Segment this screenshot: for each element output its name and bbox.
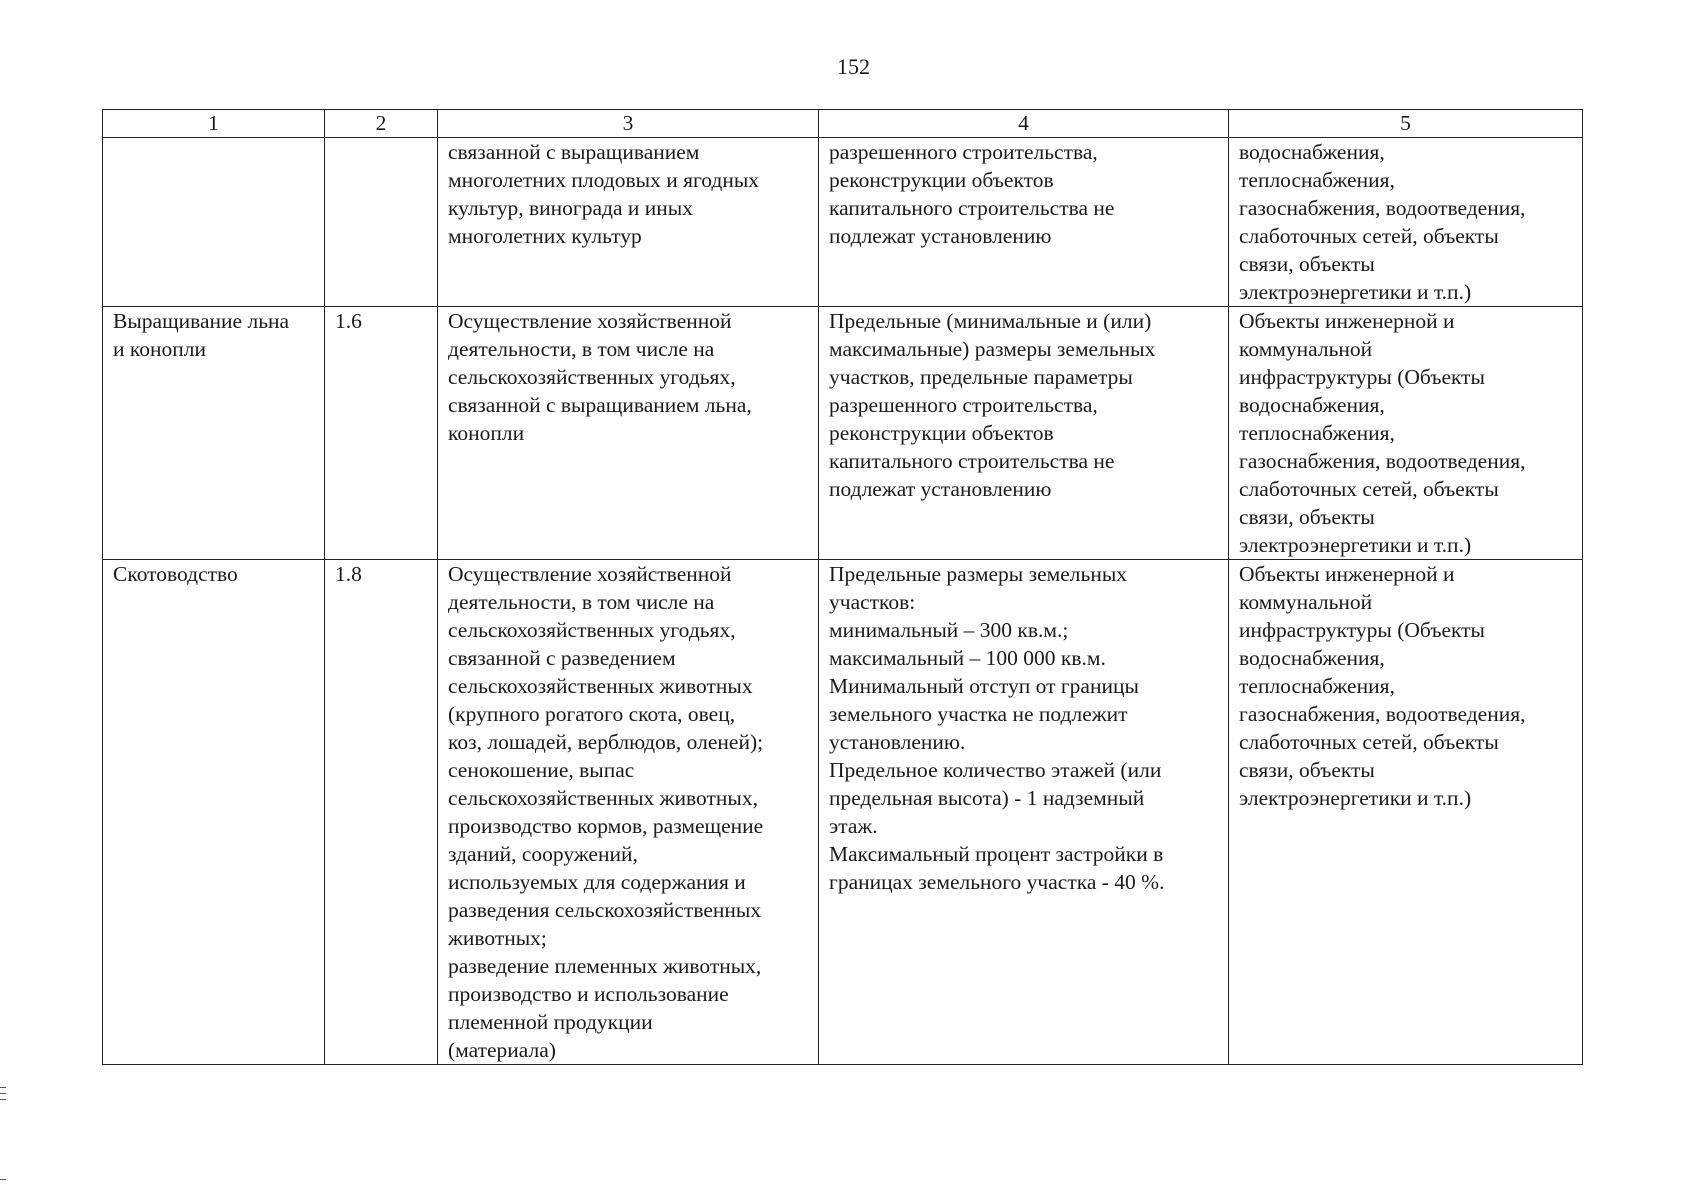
use-name-cell (103, 138, 325, 307)
parameters-cell: разрешенного строительства, реконструкции объектов капитального строительства не подлежат установлению (819, 138, 1229, 307)
margin-tick (0, 1099, 6, 1100)
column-header-1: 1 (103, 110, 325, 138)
use-code-cell: 1.6 (325, 307, 438, 560)
column-header-4: 4 (819, 110, 1229, 138)
use-name-cell: Выращивание льна и конопли (103, 307, 325, 560)
column-header-3: 3 (438, 110, 819, 138)
table-row (103, 138, 1583, 307)
column-header-2: 2 (325, 110, 438, 138)
margin-tick (0, 1087, 6, 1088)
table-row (103, 307, 1583, 560)
use-name-cell: Скотоводство (103, 560, 325, 1065)
parameters-cell: Предельные (минимальные и (или) максимальные) размеры земельных участков, предельные параметры разрешенного строительства, реконструкции объектов капитального строительства не подлежат установлению (819, 307, 1229, 560)
use-description-cell: связанной с выращиванием многолетних плодовых и ягодных культур, винограда и иных многолетних культур (438, 138, 819, 307)
parameters-cell: Предельные размеры земельных участков: минимальный – 300 кв.м.; максимальный – 100 000 кв.м. Минимальный отступ от границы земельного участка не подлежит установлению. Предельное количество этажей (или предельная высота) - 1 надземный этаж. Максимальный процент застройки в границах земельного участка - 40 %. (819, 560, 1229, 1065)
use-code-cell (325, 138, 438, 307)
page-number: 152 (837, 54, 870, 79)
objects-cell: Объекты инженерной и коммунальной инфраструктуры (Объекты водоснабжения, теплоснабжения, газоснабжения, водоотведения, слаботочных сетей, объекты связи, объекты электроэнергетики и т.п.) (1229, 560, 1583, 1065)
table-header-row (103, 110, 1583, 138)
margin-tick (0, 1093, 6, 1094)
use-code-cell: 1.8 (325, 560, 438, 1065)
objects-cell: Объекты инженерной и коммунальной инфраструктуры (Объекты водоснабжения, теплоснабжения, газоснабжения, водоотведения, слаботочных сетей, объекты связи, объекты электроэнергетики и т.п.) (1229, 307, 1583, 560)
land-use-table (102, 109, 1583, 1065)
table-row (103, 560, 1583, 1065)
use-description-cell: Осуществление хозяйственной деятельности, в том числе на сельскохозяйственных угодьях, связанной с разведением сельскохозяйственных животных (крупного рогатого скота, овец, коз, лошадей, верблюдов, оленей); сенокошение, выпас сельскохозяйственных животных, производство кормов, размещение зданий, сооружений, используемых для содержания и разведения сельскохозяйственных животных; разведение племенных животных, производство и использование племенной продукции (материала) (438, 560, 819, 1065)
use-description-cell: Осуществление хозяйственной деятельности, в том числе на сельскохозяйственных угодьях, связанной с выращиванием льна, конопли (438, 307, 819, 560)
column-header-5: 5 (1229, 110, 1583, 138)
objects-cell: водоснабжения, теплоснабжения, газоснабжения, водоотведения, слаботочных сетей, объекты связи, объекты электроэнергетики и т.п.) (1229, 138, 1583, 307)
margin-tick (0, 1179, 6, 1180)
